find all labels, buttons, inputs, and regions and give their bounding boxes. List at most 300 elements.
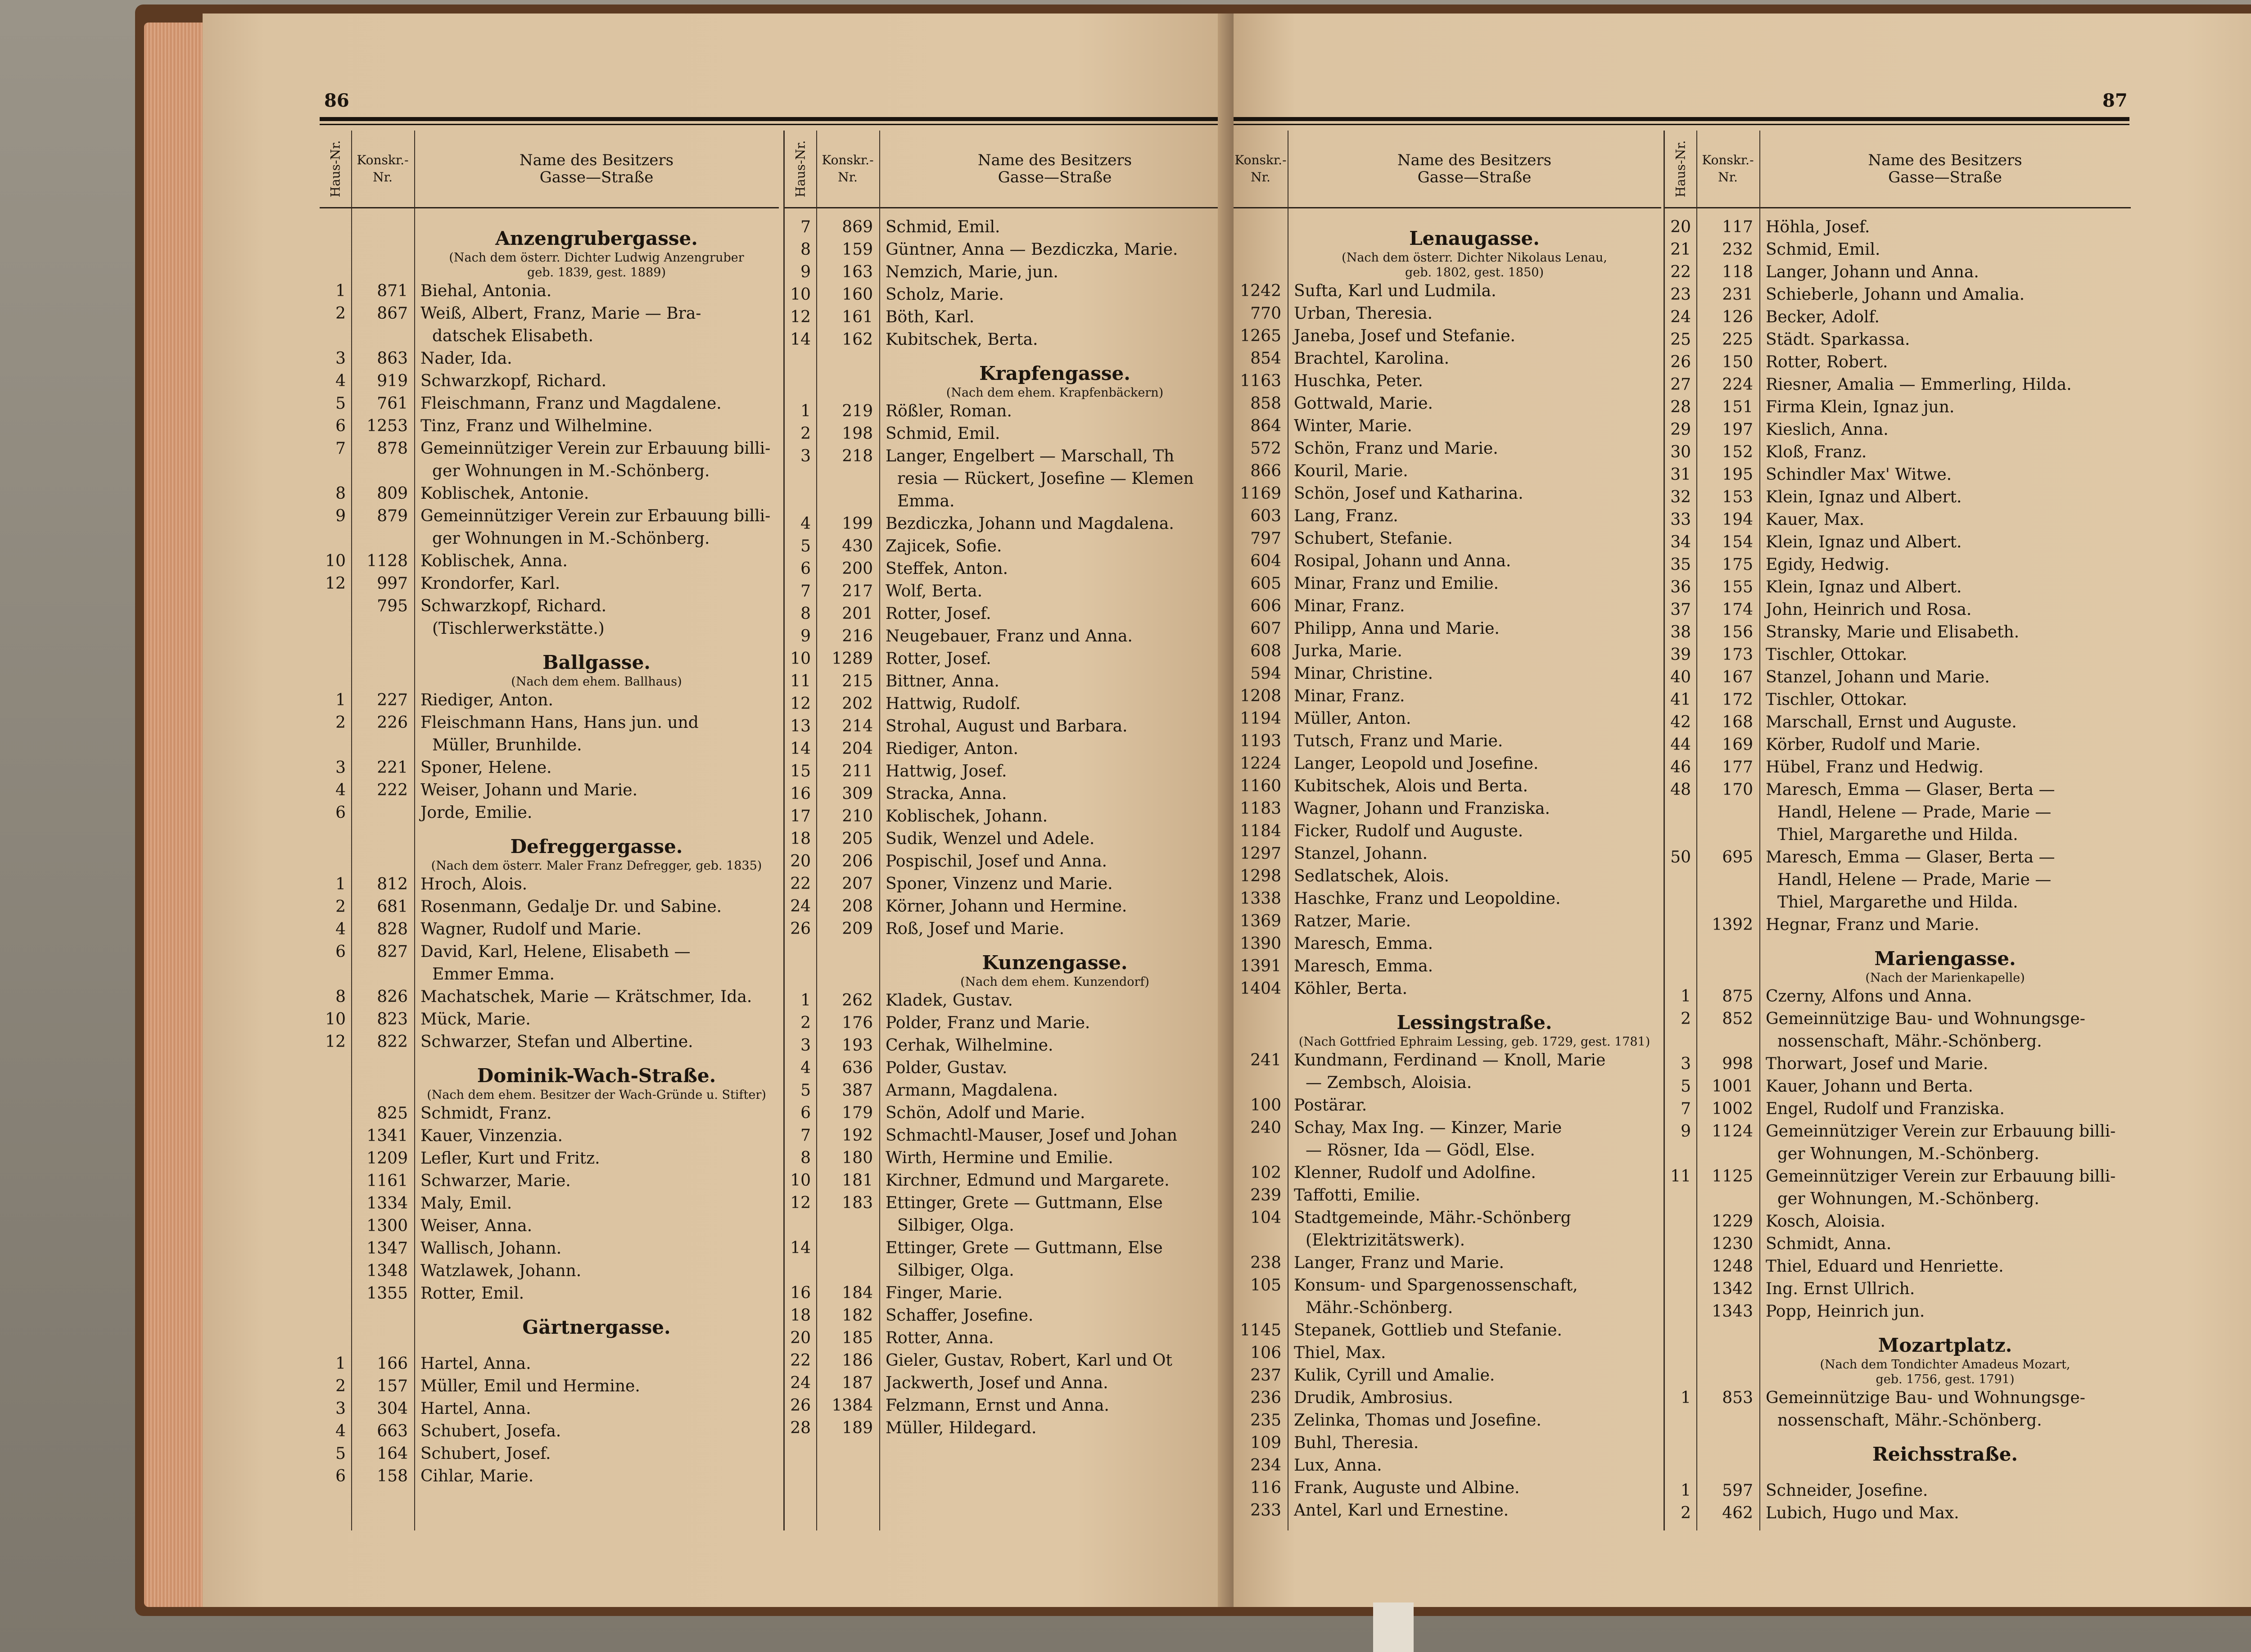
owner-name: Schmid, Emil. [886, 424, 1000, 443]
konskr-nr: 869 [842, 218, 873, 236]
entry-row [785, 850, 1230, 873]
owner-name: Kouril, Marie. [1294, 462, 1408, 480]
owner-name: Langer, Franz und Marie. [1294, 1254, 1504, 1272]
entry-row [1234, 910, 1661, 933]
konskr-nr: 166 [377, 1354, 408, 1373]
owner-name: Lang, Franz. [1294, 507, 1398, 525]
entry-row [1665, 1210, 2131, 1233]
konskr-nr [1696, 1143, 1759, 1165]
entry-continuation [1665, 1409, 2131, 1432]
owner-name: Schmidt, Franz. [420, 1104, 552, 1123]
owner-name: Schwarzkopf, Richard. [420, 372, 607, 390]
owner-name: Bezdiczka, Johann und Magdalena. [886, 515, 1174, 533]
konskr-nr: 234 [1250, 1456, 1281, 1475]
owner-name: ger Wohnungen in M.-Schönberg. [432, 462, 710, 480]
haus-nr [320, 1192, 351, 1215]
konskr-nr: 238 [1250, 1254, 1281, 1272]
bookmark-ribbon [1373, 1602, 1414, 1652]
haus-nr: 24 [1670, 308, 1691, 326]
owner-name: Schieberle, Johann und Amalia. [1766, 285, 2025, 304]
konskr-nr: 154 [1722, 533, 1753, 551]
entry-row [785, 306, 1230, 329]
owner-name: Emma. [897, 492, 955, 510]
konskr-nr: 201 [842, 605, 873, 623]
konskr-nr: 185 [842, 1329, 873, 1347]
owner-name: Maresch, Emma — Glaser, Berta — [1766, 848, 2055, 867]
konskr-nr: 606 [1250, 597, 1281, 615]
owner-name: Schmid, Emil. [1766, 240, 1880, 259]
haus-nr: 24 [790, 1374, 811, 1392]
entry-row [1234, 302, 1661, 325]
konskr-nr: 309 [842, 785, 873, 803]
konskr-nr: 812 [377, 875, 408, 894]
konskr-nr: 1169 [1240, 484, 1281, 503]
entry-row [785, 445, 1230, 468]
haus-nr: 4 [335, 920, 346, 939]
konskr-nr: 199 [842, 515, 873, 533]
konskr-nr: 177 [1722, 758, 1753, 776]
owner-name: Müller, Emil und Hermine. [420, 1377, 640, 1395]
header-haus-nr [785, 131, 817, 207]
owner-name: Hartel, Anna. [420, 1399, 531, 1418]
owner-name: Schay, Max Ing. — Kinzer, Marie [1294, 1119, 1562, 1137]
entry-row [1234, 1432, 1661, 1454]
owner-name: Rotter, Anna. [886, 1329, 994, 1347]
entry-row [320, 595, 779, 618]
haus-nr: 2 [335, 1377, 346, 1395]
entry-row [785, 989, 1230, 1012]
konskr-nr [351, 460, 414, 483]
konskr-nr: 1297 [1240, 844, 1281, 863]
haus-nr: 5 [1681, 1077, 1691, 1096]
haus-nr: 3 [800, 1036, 811, 1055]
konskr-nr: 797 [1250, 529, 1281, 548]
konskr-nr: 1229 [1712, 1212, 1753, 1231]
owner-name: Schmid, Emil. [886, 218, 1000, 236]
entry-row [320, 941, 779, 963]
konskr-nr: 161 [842, 308, 873, 326]
haus-nr: 20 [790, 852, 811, 871]
konskr-nr [1696, 801, 1759, 824]
owner-name: resia — Rückert, Josefine — Klemen [897, 469, 1194, 488]
haus-nr: 1 [800, 402, 811, 420]
konskr-nr: 175 [1722, 555, 1753, 574]
haus-nr: 35 [1670, 555, 1691, 574]
owner-name: Kloß, Franz. [1766, 443, 1867, 461]
page-number-left: 86 [324, 90, 349, 111]
entry-row [1234, 1319, 1661, 1342]
haus-nr: 40 [1670, 668, 1691, 686]
entry-row [1234, 505, 1661, 528]
owner-name: Schubert, Stefanie. [1294, 529, 1453, 548]
haus-nr [1665, 1278, 1696, 1300]
header-haus-nr [1665, 131, 1697, 207]
konskr-nr: 262 [842, 991, 873, 1010]
haus-nr [1665, 824, 1696, 846]
entry-row [1234, 1274, 1661, 1297]
haus-nr [320, 734, 351, 757]
haus-nr: 1 [335, 875, 346, 894]
owner-name: Sedlatschek, Alois. [1294, 867, 1449, 885]
entry-row [320, 280, 779, 302]
column-body [1234, 216, 1661, 1522]
entry-row [1234, 415, 1661, 438]
konskr-nr: 211 [842, 762, 873, 781]
haus-nr: 14 [790, 1239, 811, 1257]
entry-row [1665, 1165, 2131, 1188]
haus-nr: 2 [1681, 1010, 1691, 1028]
konskr-nr: 172 [1722, 691, 1753, 709]
entry-row [1234, 528, 1661, 550]
street-title: Gärtnergasse. [522, 1316, 671, 1338]
owner-name: Koblischek, Anna. [420, 552, 568, 570]
owner-name: Drudik, Ambrosius. [1294, 1389, 1453, 1407]
konskr-nr: 181 [842, 1171, 873, 1190]
owner-name: Gemeinnütziger Verein zur Erbauung billi- [1766, 1167, 2116, 1186]
entry-row [1234, 1409, 1661, 1432]
entry-row [785, 1304, 1230, 1327]
konskr-nr: 1160 [1240, 777, 1281, 795]
owner-name: Stanzel, Johann. [1294, 844, 1428, 863]
owner-name: Zajicek, Sofie. [886, 537, 1002, 555]
konskr-nr [351, 963, 414, 986]
entry-row [1665, 711, 2131, 734]
owner-name: Taffotti, Emilie. [1294, 1186, 1420, 1205]
owner-name: Kundmann, Ferdinand — Knoll, Marie [1294, 1051, 1606, 1070]
column-body [320, 216, 779, 1488]
owner-name: Schön, Franz und Marie. [1294, 439, 1498, 458]
street-title: Ballgasse. [542, 651, 651, 673]
haus-nr: 7 [1681, 1100, 1691, 1118]
street-note: (Nach dem österr. Maler Franz Defregger, geb. 1835) [431, 859, 762, 873]
entry-row [320, 757, 779, 779]
konskr-nr: 875 [1722, 987, 1753, 1006]
street-title: Reichsstraße. [1872, 1443, 2018, 1465]
column-header [1234, 131, 1661, 208]
owner-name: Ratzer, Marie. [1294, 912, 1411, 930]
entry-row [785, 1034, 1230, 1057]
konskr-nr: 1194 [1240, 709, 1281, 728]
owner-name: Ing. Ernst Ullrich. [1766, 1280, 1915, 1298]
konskr-nr: 233 [1250, 1501, 1281, 1520]
street-title: Lenaugasse. [1409, 227, 1540, 249]
entry-continuation [320, 963, 779, 986]
konskr-nr: 853 [1722, 1389, 1753, 1407]
owner-name: Güntner, Anna — Bezdiczka, Marie. [886, 240, 1178, 259]
haus-nr [320, 1170, 351, 1192]
haus-nr: 12 [790, 1194, 811, 1212]
entry-row [785, 329, 1230, 351]
owner-name: Neugebauer, Franz und Anna. [886, 627, 1133, 645]
owner-name: Minar, Franz. [1294, 687, 1405, 705]
owner-name: Gemeinnützige Bau- und Wohnungsge- [1766, 1010, 2085, 1028]
haus-nr [320, 1237, 351, 1260]
haus-nr: 2 [800, 1014, 811, 1032]
owner-name: Rotter, Josef. [886, 605, 991, 623]
entry-row [1234, 933, 1661, 955]
entry-row [1234, 1117, 1661, 1139]
konskr-nr [351, 802, 414, 824]
haus-nr: 48 [1670, 781, 1691, 799]
owner-name: Silbiger, Olga. [897, 1216, 1014, 1235]
haus-nr: 41 [1670, 691, 1691, 709]
owner-name: Rotter, Josef. [886, 650, 991, 668]
entry-row [1234, 843, 1661, 865]
street-note: (Nach dem österr. Dichter Ludwig Anzengruber geb. 1839, gest. 1889) [449, 251, 744, 280]
entry-row [1234, 685, 1661, 708]
konskr-nr [816, 1237, 879, 1259]
konskr-nr [351, 528, 414, 550]
entry-row [1665, 374, 2131, 396]
owner-name: John, Heinrich und Rosa. [1766, 600, 1972, 619]
owner-name: Tinz, Franz und Wilhelmine. [420, 417, 653, 435]
entry-row [1234, 1387, 1661, 1409]
owner-name: Stadtgemeinde, Mähr.-Schönberg [1294, 1209, 1571, 1227]
entry-row [785, 1057, 1230, 1079]
entry-row [1234, 370, 1661, 393]
entry-row [1665, 306, 2131, 329]
konskr-nr: 216 [842, 627, 873, 645]
konskr-nr: 761 [377, 394, 408, 413]
owner-name: Wagner, Johann und Franziska. [1294, 799, 1550, 818]
haus-nr: 7 [800, 218, 811, 236]
entry-row [785, 693, 1230, 715]
konskr-nr: 1348 [366, 1262, 408, 1280]
konskr-nr [1696, 869, 1759, 891]
owner-name: Weiser, Anna. [420, 1217, 533, 1235]
konskr-nr [1234, 1297, 1288, 1319]
owner-name: Janeba, Josef und Stefanie. [1294, 327, 1515, 345]
entry-row [785, 918, 1230, 940]
entry-row [320, 483, 779, 505]
konskr-nr: 162 [842, 330, 873, 349]
haus-nr: 14 [790, 330, 811, 349]
owner-name: Riediger, Anton. [420, 691, 553, 709]
owner-name: Huschka, Peter. [1294, 372, 1423, 390]
konskr-nr: 1193 [1240, 732, 1281, 750]
entry-row [1665, 1098, 2131, 1120]
entry-row [785, 738, 1230, 760]
konskr-nr: 1338 [1240, 889, 1281, 908]
entry-row [1234, 865, 1661, 888]
owner-name: Körber, Rudolf und Marie. [1766, 736, 1981, 754]
konskr-nr: 222 [377, 781, 408, 799]
konskr-nr: 866 [1250, 462, 1281, 480]
konskr-nr: 1161 [366, 1172, 408, 1190]
entry-row [1234, 1454, 1661, 1477]
street-note: (Nach dem ehem. Krapfenbäckern) [946, 386, 1164, 400]
haus-nr [320, 460, 351, 483]
konskr-nr: 1404 [1240, 979, 1281, 998]
haus-nr [320, 325, 351, 348]
column-header [1665, 131, 2131, 208]
entry-row [1665, 689, 2131, 711]
haus-nr: 1 [1681, 1481, 1691, 1500]
owner-name: ger Wohnungen, M.-Schönberg. [1777, 1190, 2039, 1208]
haus-nr: 9 [800, 627, 811, 645]
right-page [1234, 14, 2251, 1607]
entry-row [785, 873, 1230, 895]
entry-continuation [1665, 1143, 2131, 1165]
haus-nr: 12 [325, 574, 346, 593]
entry-row [1234, 1499, 1661, 1522]
konskr-nr: 1163 [1240, 372, 1281, 390]
haus-nr: 20 [790, 1329, 811, 1347]
entry-row [1234, 1162, 1661, 1184]
entry-row [1665, 509, 2131, 531]
konskr-nr: 1128 [366, 552, 408, 570]
konskr-nr: 163 [842, 263, 873, 281]
entry-row [785, 648, 1230, 670]
entry-row [1665, 329, 2131, 351]
entry-row [785, 895, 1230, 918]
haus-nr: 8 [335, 484, 346, 503]
konskr-nr: 823 [377, 1010, 408, 1029]
konskr-nr: 176 [842, 1014, 873, 1032]
haus-nr: 7 [800, 582, 811, 600]
entry-row [785, 1124, 1230, 1147]
konskr-nr: 998 [1722, 1055, 1753, 1073]
owner-name: Tutsch, Franz und Marie. [1294, 732, 1503, 750]
owner-name: Höhla, Josef. [1766, 218, 1870, 236]
entry-row [1665, 576, 2131, 599]
entry-row [320, 1420, 779, 1443]
entry-row [1234, 1184, 1661, 1207]
owner-name: Gemeinnütziger Verein zur Erbauung billi- [420, 439, 771, 458]
entry-row [785, 1395, 1230, 1417]
owner-name: Jackwerth, Josef und Anna. [886, 1374, 1108, 1392]
entry-row [1665, 1008, 2131, 1030]
entry-row [320, 1192, 779, 1215]
haus-nr: 5 [335, 394, 346, 413]
entry-row [1665, 1075, 2131, 1098]
owner-name: Czerny, Alfons und Anna. [1766, 987, 1972, 1006]
entry-row [785, 513, 1230, 535]
owner-name: Engel, Rudolf und Franziska. [1766, 1100, 2005, 1118]
konskr-nr: 852 [1722, 1010, 1753, 1028]
entry-continuation [1665, 891, 2131, 914]
konskr-nr: 173 [1722, 645, 1753, 664]
owner-name: Wolf, Berta. [886, 582, 983, 600]
entry-row [320, 1008, 779, 1031]
haus-nr: 2 [335, 898, 346, 916]
owner-name: Steffek, Anton. [886, 560, 1008, 578]
entry-row [320, 918, 779, 941]
owner-name: Langer, Leopold und Josefine. [1294, 754, 1539, 773]
owner-name: Koblischek, Johann. [886, 807, 1048, 826]
owner-name: Klein, Ignaz und Albert. [1766, 578, 1962, 596]
header-owner-name: Name des Besitzers Gasse—Straße [977, 151, 1132, 186]
haus-nr: 3 [335, 349, 346, 368]
konskr-nr: 106 [1250, 1344, 1281, 1362]
entry-row [1234, 775, 1661, 798]
konskr-nr: 770 [1250, 304, 1281, 323]
street-title: Mozartplatz. [1878, 1334, 2012, 1356]
haus-nr [785, 490, 816, 513]
entry-row [1665, 284, 2131, 306]
konskr-nr: 156 [1722, 623, 1753, 641]
haus-nr: 38 [1670, 623, 1691, 641]
konskr-nr: 1391 [1240, 957, 1281, 975]
owner-name: Tischler, Ottokar. [1766, 645, 1907, 664]
haus-nr: 24 [790, 897, 811, 916]
haus-nr: 1 [800, 991, 811, 1010]
konskr-nr: 1342 [1712, 1280, 1753, 1298]
street-note: (Nach Gottfried Ephraim Lessing, geb. 1729, gest. 1781) [1298, 1035, 1650, 1049]
konskr-nr [351, 734, 414, 757]
owner-name: (Elektrizitätswerk). [1306, 1231, 1465, 1250]
konskr-nr: 194 [1722, 510, 1753, 529]
haus-nr: 9 [800, 263, 811, 281]
entry-continuation [1234, 1072, 1661, 1094]
haus-nr: 13 [790, 717, 811, 736]
konskr-nr: 104 [1250, 1209, 1281, 1227]
konskr-nr: 210 [842, 807, 873, 826]
spacer [1665, 1466, 2131, 1480]
konskr-nr [351, 618, 414, 640]
haus-nr [320, 618, 351, 640]
owner-name: Rosenmann, Gedalje Dr. und Sabine. [420, 898, 722, 916]
owner-name: Finger, Marie. [886, 1284, 1003, 1302]
owner-name: Rosipal, Johann und Anna. [1294, 552, 1511, 570]
header-haus-nr [320, 131, 352, 207]
owner-name: Kosch, Aloisia. [1766, 1212, 1885, 1231]
haus-nr: 33 [1670, 510, 1691, 529]
header-owner-name: Name des Besitzers Gasse—Straße [1397, 151, 1552, 186]
konskr-nr: 239 [1250, 1186, 1281, 1205]
entry-row [785, 261, 1230, 284]
haus-nr [785, 1214, 816, 1237]
header-haus-nr-label: Haus-Nr. [328, 140, 343, 198]
entry-row [1234, 663, 1661, 685]
owner-name: Marschall, Ernst und Auguste. [1766, 713, 2017, 731]
konskr-nr: 1145 [1240, 1321, 1281, 1340]
owner-name: Emmer Emma. [432, 965, 555, 984]
entry-continuation [1665, 869, 2131, 891]
haus-nr: 3 [335, 1399, 346, 1418]
owner-name: Hartel, Anna. [420, 1354, 531, 1373]
entry-row [1234, 460, 1661, 483]
konskr-nr: 105 [1250, 1276, 1281, 1295]
haus-nr: 22 [790, 875, 811, 893]
haus-nr: 17 [790, 807, 811, 826]
konskr-nr: 186 [842, 1351, 873, 1370]
street-title: Lessingstraße. [1397, 1011, 1552, 1034]
owner-name: Antel, Karl und Ernestine. [1294, 1501, 1509, 1520]
owner-name: Popp, Heinrich jun. [1766, 1302, 1925, 1321]
owner-name: Wagner, Rudolf und Marie. [420, 920, 642, 939]
entry-continuation [320, 325, 779, 348]
haus-nr: 30 [1670, 443, 1691, 461]
owner-name: Gottwald, Marie. [1294, 394, 1433, 413]
konskr-nr: 198 [842, 424, 873, 443]
header-rule [320, 117, 1229, 121]
header-konskr-nr: Konskr.- Nr. [1696, 131, 1760, 207]
konskr-nr: 193 [842, 1036, 873, 1055]
entry-row [1665, 261, 2131, 284]
konskr-nr: 1384 [832, 1396, 873, 1415]
entry-row [320, 779, 779, 802]
street-note: (Nach dem Tondichter Amadeus Mozart, geb. 1756, gest. 1791) [1820, 1358, 2070, 1386]
owner-name: Langer, Johann und Anna. [1766, 263, 1979, 281]
header-rule-thin [320, 124, 1229, 125]
header-rule-thin [1234, 124, 2129, 125]
konskr-nr: 167 [1722, 668, 1753, 686]
haus-nr [320, 1125, 351, 1147]
haus-nr: 44 [1670, 736, 1691, 754]
entry-row [1234, 1342, 1661, 1364]
entry-row [1234, 1364, 1661, 1387]
